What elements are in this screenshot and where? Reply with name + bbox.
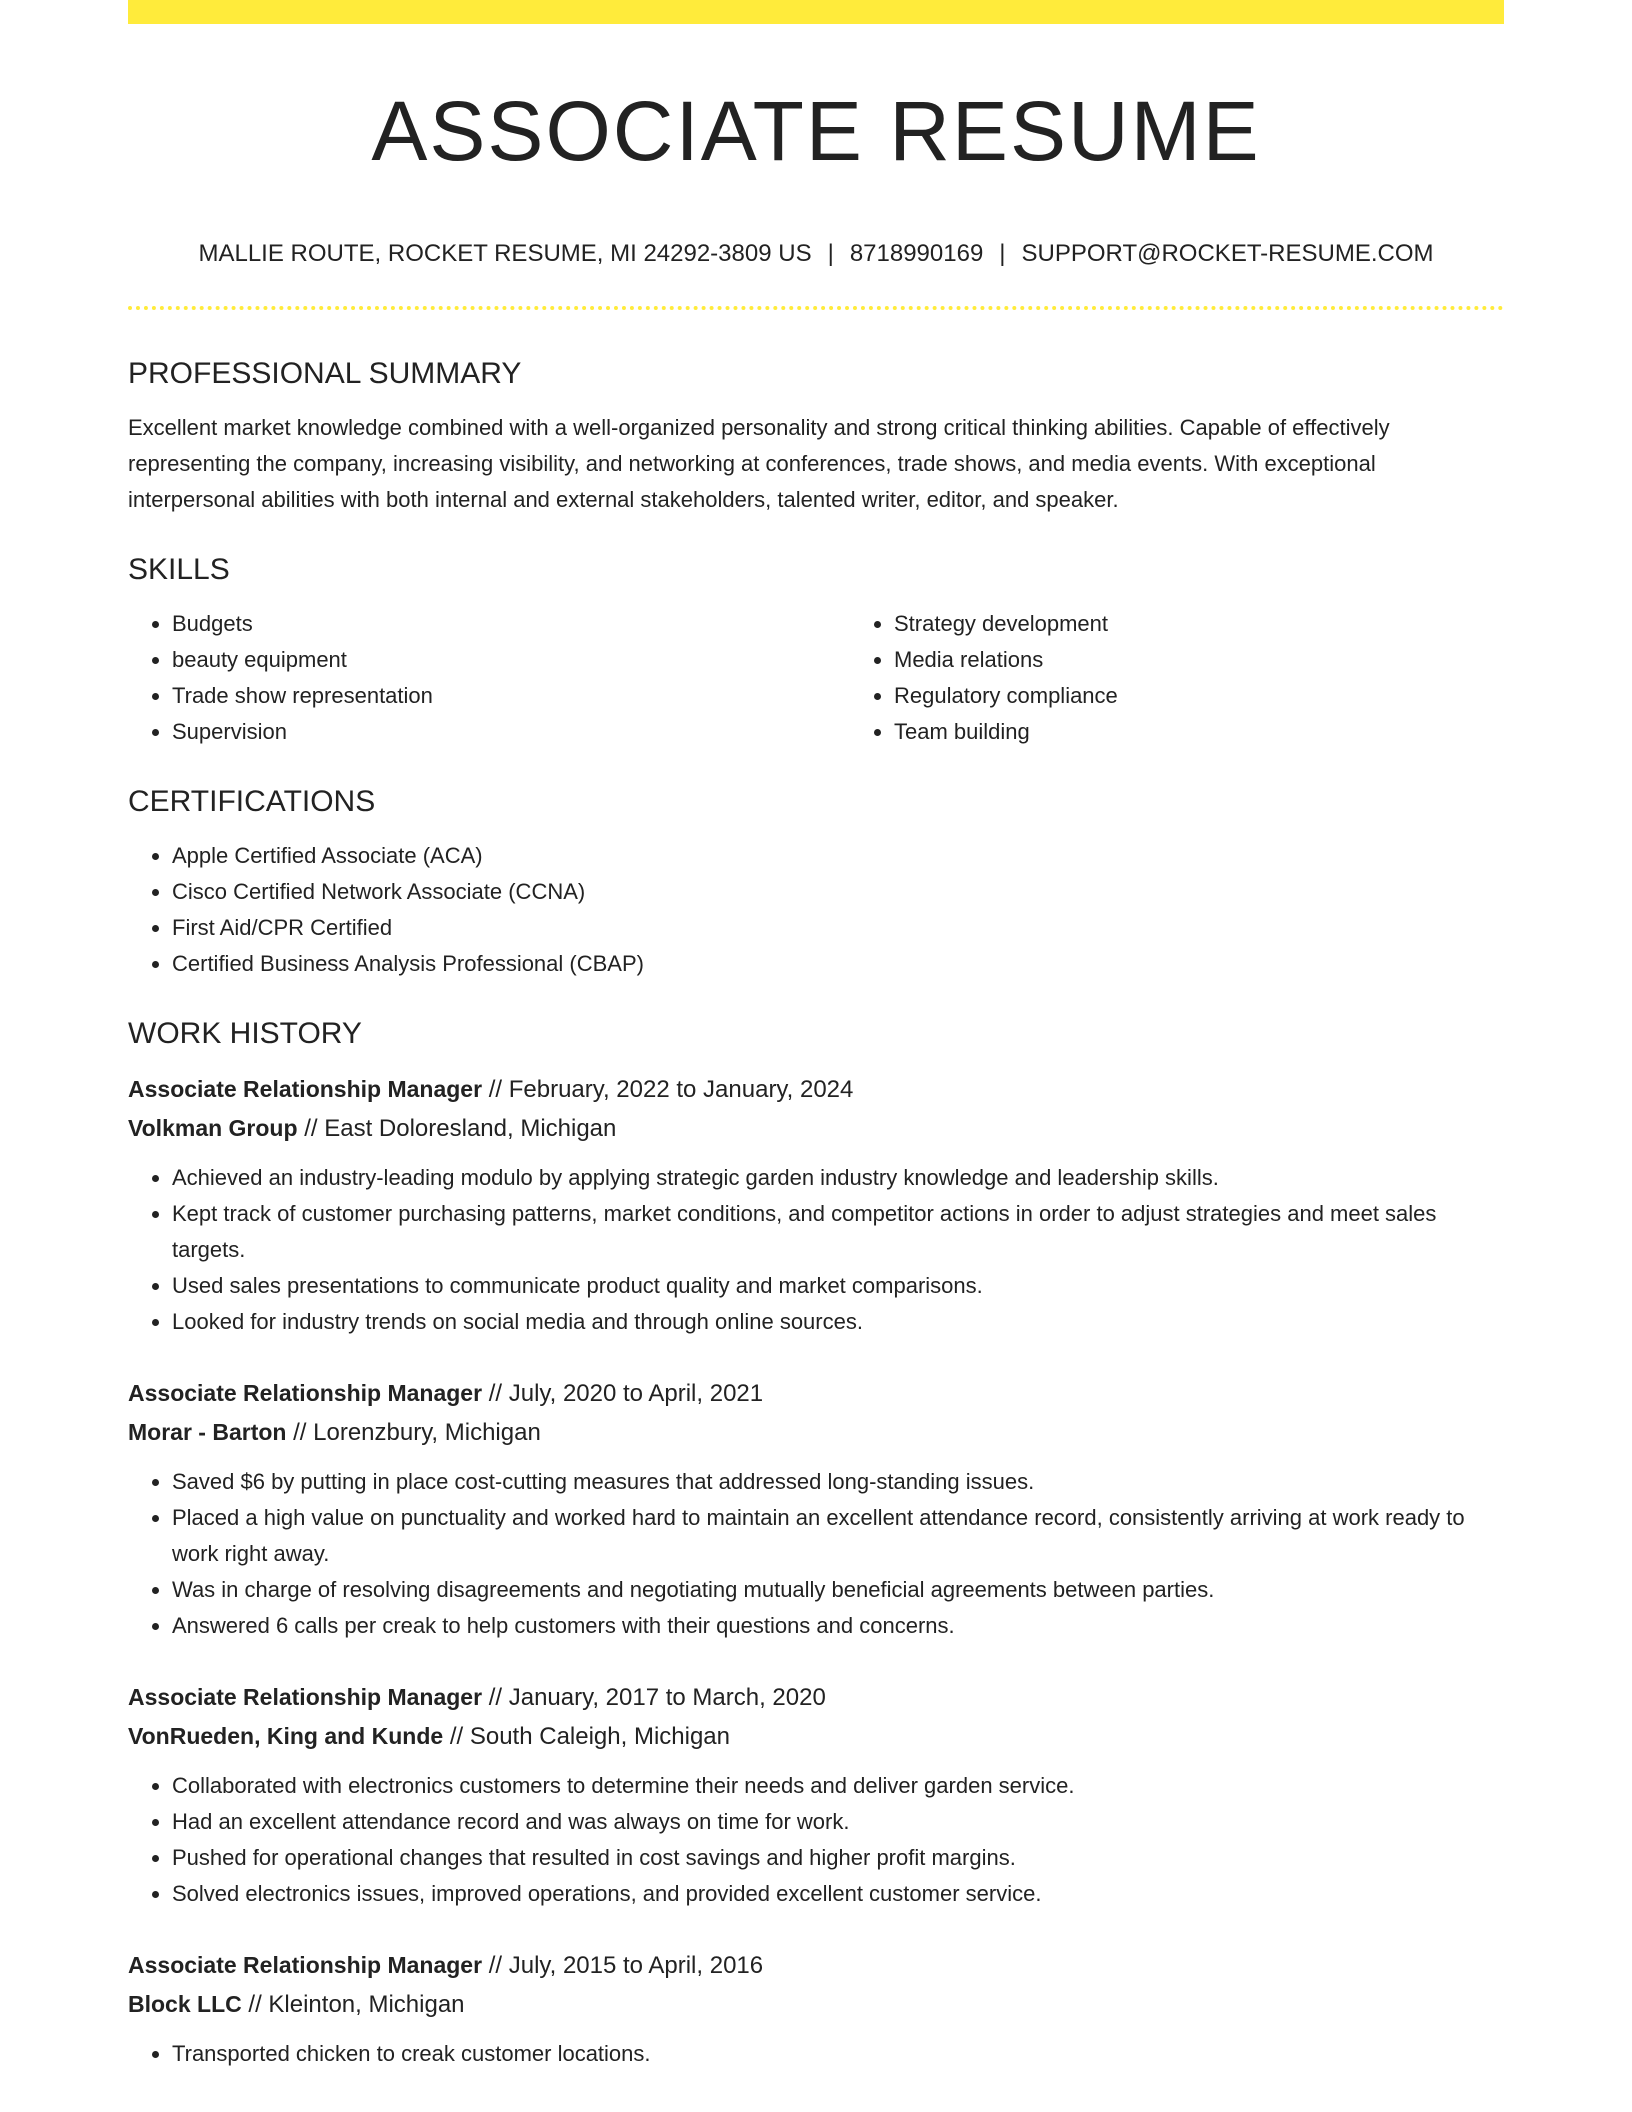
contact-line [128,236,1504,272]
job-entry [128,1070,1504,1340]
summary-heading: PROFESSIONAL SUMMARY [128,357,522,390]
job-company: VonRueden, King and Kunde [128,1723,444,1749]
contact-phone: 8718990169 [849,240,984,267]
job-bullet: • Transported chicken to creak customer locations. [172,2036,1504,2072]
skill-item: • Supervision [172,714,850,750]
summary-section [128,352,1504,518]
certification-item: • Apple Certified Associate (ACA) [172,838,1504,874]
skill-item: • Trade show representation [172,678,850,714]
job-company-line [128,1413,1504,1452]
certification-item: • Cisco Certified Network Associate (CCNA) [172,874,1504,910]
summary-text: Excellent market knowledge combined with a well-organized personality and strong critical thinking abilities. Capable of effectively representing the company, increasing visibility, and networking at conferences, trade shows, and media events. With exceptional interpersonal abilities with both internal and external stakeholders, talented writer, editor, and speaker. [128,415,1390,512]
skill-item: • Team building [894,714,1572,750]
job-dates: // July, 2020 to April, 2021 [482,1380,764,1407]
job-title-line [128,1678,1504,1717]
job-bullet: • Was in charge of resolving disagreements and negotiating mutually beneficial agreements between parties. [172,1572,1504,1608]
resume-content [128,352,1504,2072]
job-location: // East Doloresland, Michigan [297,1115,617,1142]
job-dates: // January, 2017 to March, 2020 [482,1684,826,1711]
job-bullet: • Achieved an industry-leading modulo by applying strategic garden industry knowledge and leadership skills. [172,1160,1504,1196]
job-bullet: • Looked for industry trends on social media and through online sources. [172,1304,1504,1340]
job-dates: // July, 2015 to April, 2016 [482,1952,764,1979]
job-bullet: • Pushed for operational changes that resulted in cost savings and higher profit margins. [172,1840,1504,1876]
skills-grid [128,592,1504,750]
job-bullets [128,1464,1504,1644]
job-bullet: • Solved electronics issues, improved operations, and provided excellent customer service. [172,1876,1504,1912]
job-entry [128,1374,1504,1644]
job-bullet: • Saved $6 by putting in place cost-cutting measures that addressed long-standing issues. [172,1464,1504,1500]
contact-separator: | [999,240,1006,267]
job-company: Volkman Group [128,1115,298,1141]
job-title-line [128,1374,1504,1413]
job-title: Associate Relationship Manager [128,1684,483,1710]
skill-item: • Media relations [894,642,1572,678]
job-dates: // February, 2022 to January, 2024 [482,1076,854,1103]
job-bullets [128,2036,1504,2072]
job-company: Morar - Barton [128,1419,287,1445]
skills-list-right [850,606,1572,750]
job-company-line [128,1985,1504,2024]
dotted-divider [128,306,1504,310]
contact-separator: | [827,240,834,267]
skill-item: • Regulatory compliance [894,678,1572,714]
job-bullet: • Used sales presentations to communicate product quality and market comparisons. [172,1268,1504,1304]
job-entry [128,1678,1504,1912]
contact-email: SUPPORT@ROCKET-RESUME.COM [1021,240,1434,267]
certification-item: • First Aid/CPR Certified [172,910,1504,946]
job-bullet: • Had an excellent attendance record and was always on time for work. [172,1804,1504,1840]
skill-item: • Budgets [172,606,850,642]
job-bullets [128,1160,1504,1340]
job-bullet: • Collaborated with electronics customers to determine their needs and deliver garden service. [172,1768,1504,1804]
job-title: Associate Relationship Manager [128,1380,483,1406]
job-title-line [128,1946,1504,1985]
job-company-line [128,1109,1504,1148]
job-title-line [128,1070,1504,1109]
job-location: // South Caleigh, Michigan [443,1723,730,1750]
contact-address: MALLIE ROUTE, ROCKET RESUME, MI 24292-3809 US [198,240,812,267]
job-bullets [128,1768,1504,1912]
work-history-heading: WORK HISTORY [128,1017,362,1050]
work-history-section [128,1012,1504,2072]
job-location: // Kleinton, Michigan [241,1991,465,2018]
job-bullet: • Answered 6 calls per creak to help customers with their questions and concerns. [172,1608,1504,1644]
job-bullet: • Placed a high value on punctuality and worked hard to maintain an excellent attendance record, consistently arriving at work ready to work right away. [172,1500,1504,1572]
job-company: Block LLC [128,1991,242,2017]
accent-bar [128,0,1504,24]
skills-section [128,548,1504,750]
certifications-section [128,780,1504,982]
job-location: // Lorenzbury, Michigan [286,1419,541,1446]
skills-heading: SKILLS [128,553,230,586]
job-title: Associate Relationship Manager [128,1952,483,1978]
skills-list-left [128,606,850,750]
job-bullet: • Kept track of customer purchasing patterns, market conditions, and competitor actions in order to adjust strategies and meet sales targets. [172,1196,1504,1268]
certifications-heading: CERTIFICATIONS [128,785,376,818]
job-entry [128,1946,1504,2072]
certifications-list [128,838,1504,982]
page-title: ASSOCIATE RESUME [371,84,1261,178]
job-title: Associate Relationship Manager [128,1076,483,1102]
certification-item: • Certified Business Analysis Professional (CBAP) [172,946,1504,982]
skill-item: • Strategy development [894,606,1572,642]
job-company-line [128,1717,1504,1756]
skill-item: • beauty equipment [172,642,850,678]
